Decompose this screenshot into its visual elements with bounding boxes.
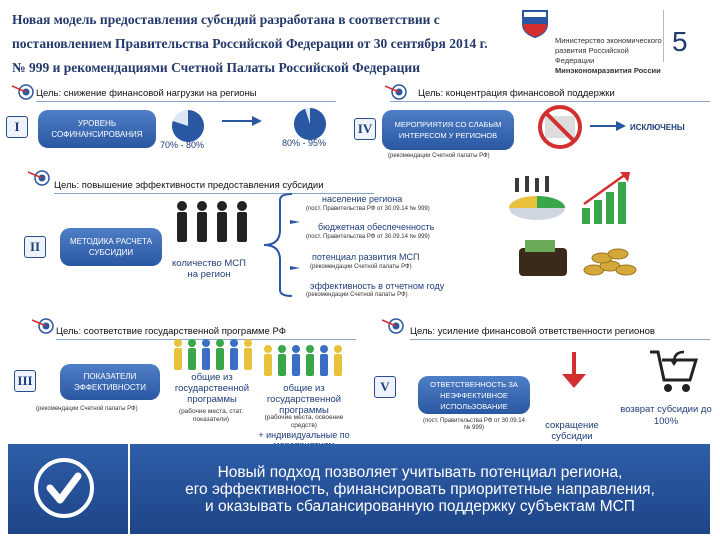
coins-icon (580, 240, 640, 280)
roman-numeral-5: V (374, 376, 396, 398)
target-arrow-icon (32, 318, 54, 334)
common-right: общие из государственной программы (266, 383, 342, 416)
ministry-logo-icon (520, 8, 550, 38)
cofinancing-level-box: УРОВЕНЬ СОФИНАНСИРОВАНИЯ (38, 110, 156, 148)
roman-numeral-2: II (24, 236, 46, 258)
pct-from: 70% - 80% (160, 140, 205, 150)
conclusion-banner: Новый подход позволяет учитывать потенциал региона, его эффективность, финансировать приоритетные направления, и оказывать сбалансированную поддержку субъектам МСП (130, 444, 710, 534)
indicators-box: ПОКАЗАТЕЛИ ЭФФЕКТИВНОСТИ (60, 364, 160, 400)
target-arrow-icon (28, 170, 50, 186)
people-group-left-icon (172, 338, 258, 372)
responsibility-note: (пост. Правительства РФ от 30.09.14 № 999) (423, 418, 525, 431)
pie-95-icon (292, 106, 328, 142)
divider (36, 101, 336, 102)
target-arrow-icon (12, 84, 34, 100)
indicators-note: (рекомендации Счетной палаты РФ) (36, 406, 138, 412)
common-left: общие из государственной программы (174, 372, 250, 405)
msp-quantity: количество МСП на регион (172, 258, 246, 280)
calc-method-box: МЕТОДИКА РАСЧЕТА СУБСИДИИ (60, 228, 162, 266)
individual-measures: + индивидуальные по (258, 430, 350, 440)
page-title: Новая модель предоставления субсидий разработана в соответствии с постановлением Правительства Российской Федерации от 30 сентября 2014 г. № 999 и рекомендациями Счетной Палаты Российской Федерации (12, 12, 488, 75)
growth-chart-icon (580, 168, 640, 226)
responsibility-box: ОТВЕТСТВЕННОСТЬ ЗА НЕЭФФЕКТИВНОЕ ИСПОЛЬЗОВАНИЕ (418, 376, 530, 414)
roman-numeral-3: III (14, 370, 36, 392)
factor-potential: потенциал развития МСП (312, 252, 420, 262)
factor-budget: бюджетная обеспеченность (318, 222, 435, 232)
factor-population: население региона (322, 194, 403, 204)
reduce-subsidy: сокращение субсидии (545, 420, 599, 442)
ministry-name: Министерство экономического развития Российской Федерации Минэкономразвития России (555, 36, 662, 75)
down-arrow-icon (556, 350, 592, 390)
brace-icon (260, 190, 300, 300)
arrow-right-icon (590, 120, 626, 132)
factor-efficiency-note: (рекомендации Счетной палаты РФ) (306, 292, 408, 298)
pie-70-icon (170, 108, 206, 144)
prohibited-icon (535, 104, 585, 150)
people-group-right-icon (262, 344, 348, 378)
goal-program: Цель: соответствие государственной программе РФ (56, 326, 286, 337)
target-arrow-icon (385, 84, 407, 100)
factor-population-note: (пост. Правительства РФ от 30.09.14 № 999) (306, 206, 430, 212)
pie-chart-people-icon (505, 172, 577, 224)
factor-budget-note: (пост. Правительства РФ от 30.09.14 № 999) (306, 234, 430, 240)
refund-subsidy: возврат субсидии до 100% (620, 404, 712, 427)
checkmark-icon (32, 456, 96, 520)
common-left-note: (рабочие места, стат. показатели) (178, 408, 244, 423)
goal-responsibility: Цель: усиление финансовой ответственности регионов (410, 326, 655, 337)
goal-reduce-burden: Цель: снижение финансовой нагрузки на регионы (36, 88, 257, 99)
goal-efficiency: Цель: повышение эффективности предоставления субсидии (54, 180, 324, 191)
excluded-label: ИСКЛЮЧЕНЫ (630, 123, 685, 132)
goal-concentration: Цель: концентрация финансовой поддержки (418, 88, 615, 99)
target-arrow-icon (382, 318, 404, 334)
page-number: 5 (672, 26, 688, 57)
note-audit: (рекомендации Счетной палаты РФ) (388, 153, 490, 159)
weak-interest-box: МЕРОПРИЯТИЯ СО СЛАБЫМ ИНТЕРЕСОМ У РЕГИОНОВ (382, 110, 514, 150)
business-people-icon (172, 198, 252, 250)
divider (390, 101, 710, 102)
cart-return-icon (648, 348, 698, 396)
roman-numeral-4: IV (354, 118, 376, 140)
check-panel (8, 444, 128, 534)
common-right-note: (рабочие места, освоение средств) (264, 414, 344, 429)
header-divider (663, 10, 664, 62)
arrow-right-icon (222, 115, 262, 127)
divider (410, 339, 710, 340)
roman-numeral-1: I (6, 116, 28, 138)
factor-efficiency: эффективность в отчетном году (310, 281, 445, 291)
wallet-icon (515, 234, 575, 280)
pct-to: 80% - 95% (282, 138, 327, 148)
factor-potential-note: (рекомендации Счетной палаты РФ) (310, 264, 412, 270)
